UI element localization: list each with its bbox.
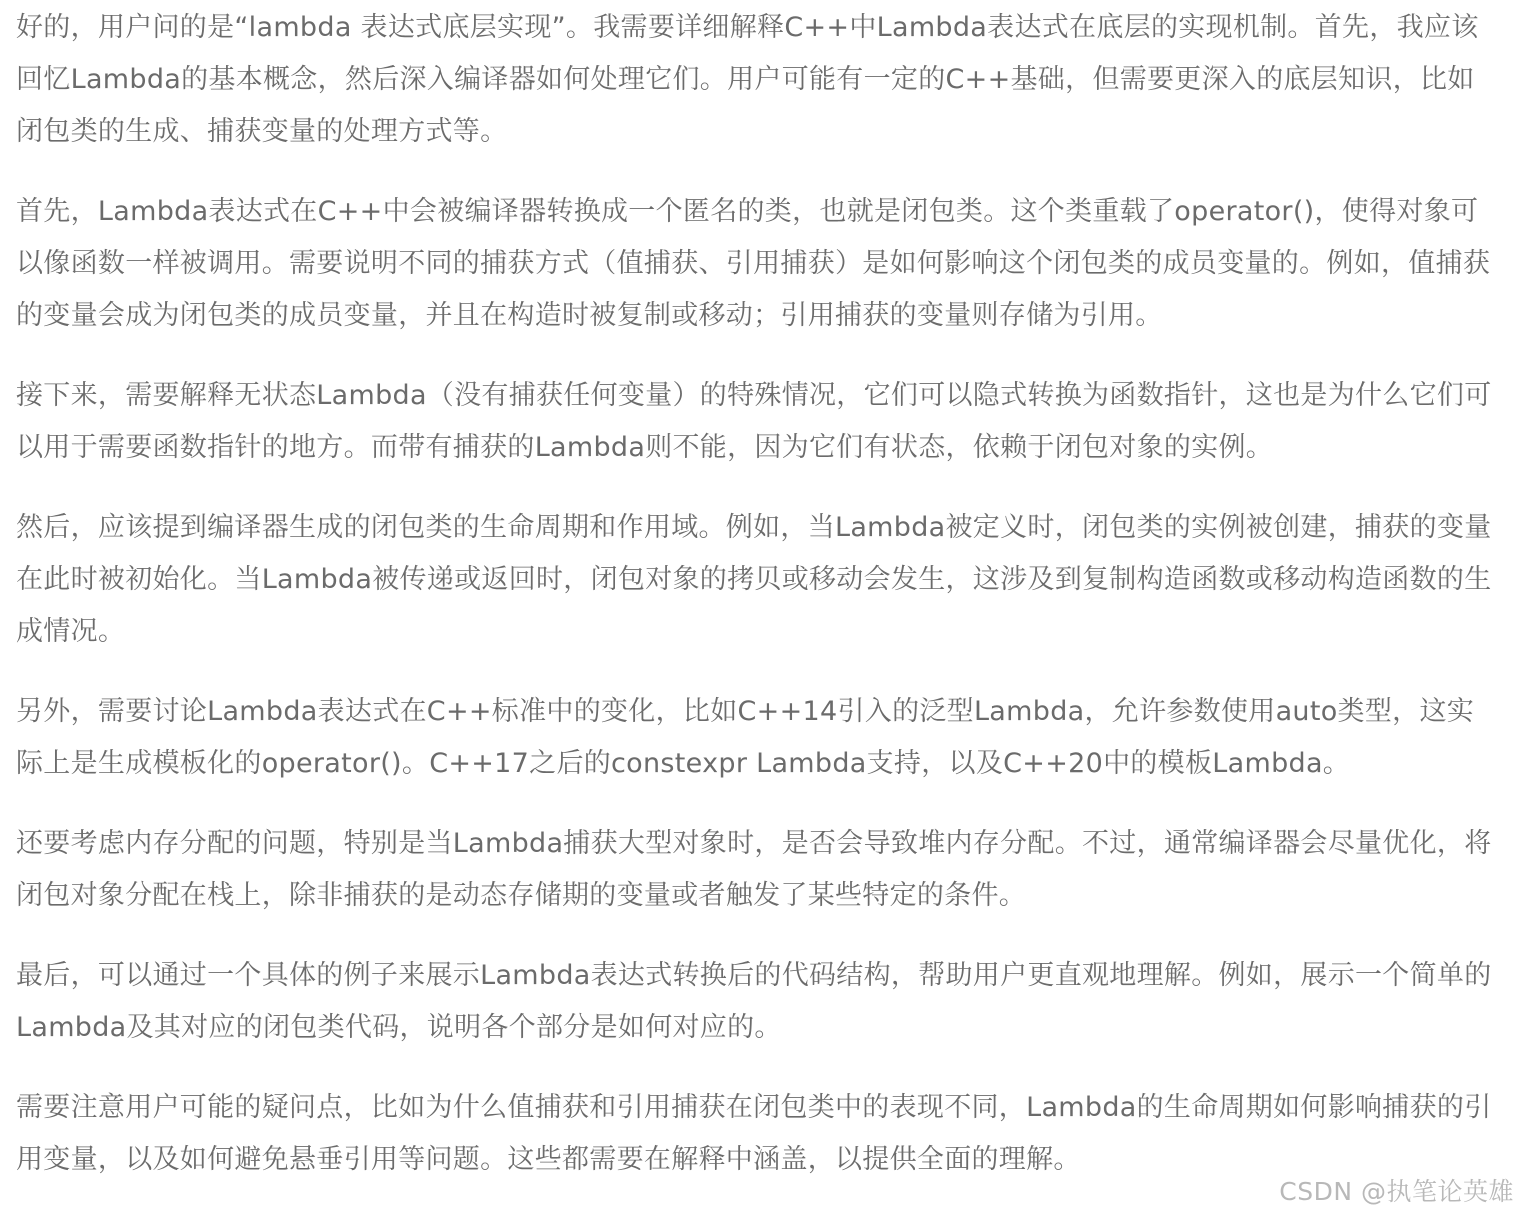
paragraph-2: 首先，Lambda表达式在C++中会被编译器转换成一个匿名的类，也就是闭包类。这个类重载了operator()，使得对象可以像函数一样被调用。需要说明不同的捕获方式（值捕获、引用捕获）是如何影响这个闭包类的成员变量的。例如，值捕获的变量会成为闭包类的成员变量，并且在构造时被复制或移动；引用捕获的变量则存储为引用。: [16, 196, 1491, 331]
paragraph-8: 需要注意用户可能的疑问点，比如为什么值捕获和引用捕获在闭包类中的表现不同，Lambda的生命周期如何影响捕获的引用变量，以及如何避免悬垂引用等问题。这些都需要在解释中涵盖，以提供全面的理解。: [16, 1092, 1492, 1175]
paragraph-5: 另外，需要讨论Lambda表达式在C++标准中的变化，比如C++14引入的泛型Lambda，允许参数使用auto类型，这实际上是生成模板化的operator()。C++17之后的constexpr Lambda支持，以及C++20中的模板Lambda。: [16, 696, 1475, 779]
paragraph-4: 然后，应该提到编译器生成的闭包类的生命周期和作用域。例如，当Lambda被定义时，闭包类的实例被创建，捕获的变量在此时被初始化。当Lambda被传递或返回时，闭包对象的拷贝或移动会发生，这涉及到复制构造函数或移动构造函数的生成情况。: [16, 512, 1492, 647]
paragraph-6: 还要考虑内存分配的问题，特别是当Lambda捕获大型对象时，是否会导致堆内存分配。不过，通常编译器会尽量优化，将闭包对象分配在栈上，除非捕获的是动态存储期的变量或者触发了某些特定的条件。: [16, 828, 1492, 911]
csdn-watermark: CSDN @执笔论英雄: [1279, 1177, 1514, 1206]
paragraph-1: 好的，用户问的是“lambda 表达式底层实现”。我需要详细解释C++中Lambda表达式在底层的实现机制。首先，我应该回忆Lambda的基本概念，然后深入编译器如何处理它们。用户可能有一定的C++基础，但需要更深入的底层知识，比如闭包类的生成、捕获变量的处理方式等。: [16, 12, 1479, 147]
paragraph-7: 最后，可以通过一个具体的例子来展示Lambda表达式转换后的代码结构，帮助用户更直观地理解。例如，展示一个简单的Lambda及其对应的闭包类代码，说明各个部分是如何对应的。: [16, 960, 1492, 1043]
paragraph-3: 接下来，需要解释无状态Lambda（没有捕获任何变量）的特殊情况，它们可以隐式转换为函数指针，这也是为什么它们可以用于需要函数指针的地方。而带有捕获的Lambda则不能，因为它们有状态，依赖于闭包对象的实例。: [16, 380, 1492, 463]
article-body: [16, 2, 1500, 1214]
